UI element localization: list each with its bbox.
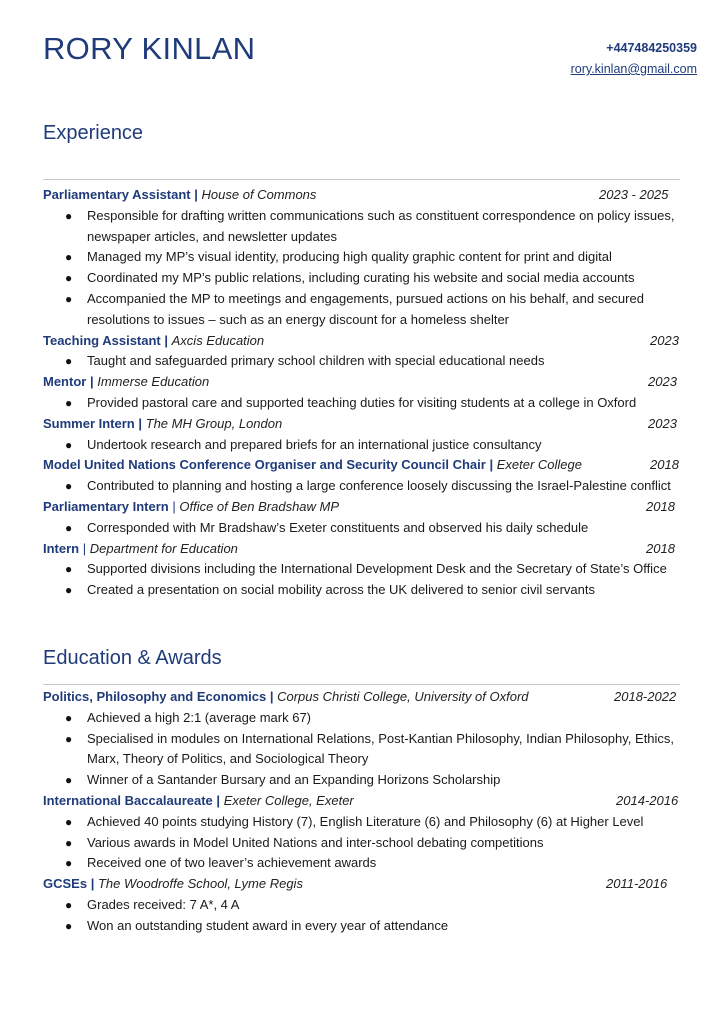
entry-institution: The Woodroffe School, Lyme Regis: [97, 876, 303, 892]
bullet-icon: ●: [65, 731, 73, 746]
separator: |: [216, 792, 221, 808]
bullet-item: ● Various awards in Model United Nations and inter-school debating competitions: [43, 833, 683, 854]
entry-organisation: Department for Education: [89, 540, 238, 556]
bullet-icon: ●: [65, 354, 73, 369]
contact-block: [571, 38, 697, 80]
bullet-item: ● Created a presentation on social mobility across the UK delivered to senior civil servants: [43, 580, 683, 601]
bullet-icon: ●: [65, 479, 73, 494]
entry-date: 2018-2022: [614, 689, 677, 704]
entry-institution: Exeter College, Exeter: [223, 792, 354, 808]
education-title: Education & Awards: [43, 647, 222, 669]
experience-divider: [43, 179, 680, 180]
bullet-icon: ●: [65, 291, 73, 306]
education-list: [43, 687, 683, 937]
education-divider: [43, 684, 680, 685]
entry-organisation: The MH Group, London: [145, 415, 283, 431]
bullet-item: ● Received one of two leaver’s achievement awards: [43, 853, 683, 874]
bullet-icon: ●: [65, 835, 73, 850]
bullet-icon: ●: [65, 814, 73, 829]
separator: |: [489, 457, 494, 473]
bullet-icon: ●: [65, 437, 73, 452]
bullet-item: ● Grades received: 7 A*, 4 A: [43, 895, 683, 916]
bullet-item: ● Managed my MP’s visual identity, producing high quality graphic content for print and digital: [43, 247, 683, 268]
bullet-icon: ●: [65, 562, 73, 577]
entry-role: Parliamentary Intern: [43, 498, 169, 514]
email-link[interactable]: rory.kinlan@gmail.com: [570, 62, 697, 76]
experience-entry: [43, 372, 683, 414]
separator: |: [164, 332, 169, 348]
separator: |: [82, 540, 87, 556]
bullet-item: ● Won an outstanding student award in every year of attendance: [43, 916, 683, 937]
education-entry: [43, 874, 683, 936]
separator: |: [90, 876, 95, 892]
experience-entry: [43, 331, 683, 373]
entry-date: 2011-2016: [606, 876, 668, 892]
entry-date: 2023 - 2025: [599, 187, 669, 202]
entry-role: Intern: [43, 540, 80, 556]
entry-organisation: House of Commons: [201, 187, 317, 202]
bullet-item: ● Provided pastoral care and supported teaching duties for visiting students at a college in Oxford: [43, 393, 683, 414]
bullet-item: ● Undertook research and prepared briefs for an international justice consultancy: [43, 435, 683, 456]
bullet-item: ● Achieved 40 points studying History (7), English Literature (6) and Philosophy (6) at Higher Level: [43, 812, 683, 833]
bullet-icon: ●: [65, 520, 73, 535]
bullet-icon: ●: [65, 710, 73, 725]
entry-role: Mentor: [43, 374, 87, 390]
experience-entry: [43, 185, 683, 331]
phone-number[interactable]: +447484250359: [606, 41, 697, 55]
entry-organisation: Immerse Education: [97, 374, 210, 390]
entry-institution: Corpus Christi College, University of Oxford: [277, 689, 529, 704]
experience-list: [43, 185, 683, 601]
bullet-item: ● Corresponded with Mr Bradshaw’s Exeter constituents and observed his daily schedule: [43, 518, 683, 539]
entry-date: 2014-2016: [616, 792, 679, 808]
entry-organisation: Axcis Education: [171, 332, 265, 348]
separator: |: [89, 374, 94, 390]
entry-role: Summer Intern: [43, 415, 135, 431]
entry-role: Model United Nations Conference Organiser and Security Council Chair: [43, 457, 486, 473]
entry-role: Parliamentary Assistant: [43, 187, 191, 202]
entry-role: Teaching Assistant: [43, 332, 161, 348]
bullet-icon: ●: [65, 583, 73, 598]
bullet-icon: ●: [65, 856, 73, 871]
bullet-item: ● Coordinated my MP’s public relations, including curating his website and social media accounts: [43, 268, 683, 289]
bullet-icon: ●: [65, 250, 73, 265]
entry-date: 2018: [646, 540, 675, 556]
education-entry: [43, 791, 683, 874]
bullet-item: ● Achieved a high 2:1 (average mark 67): [43, 708, 683, 729]
bullet-item: ● Taught and safeguarded primary school children with special educational needs: [43, 351, 683, 372]
experience-title: Experience: [43, 122, 144, 144]
separator: |: [269, 689, 274, 704]
bullet-item: ● Winner of a Santander Bursary and an Expanding Horizons Scholarship: [43, 770, 683, 791]
entry-qualification: International Baccalaureate: [43, 792, 213, 808]
education-entry: [43, 687, 683, 791]
experience-entry: [43, 455, 683, 497]
bullet-icon: ●: [65, 271, 73, 286]
bullet-item: ● Responsible for drafting written communications such as constituent correspondence on policy issues, newspaper articles, and newsletter updates: [65, 207, 675, 244]
entry-organisation: Exeter College: [496, 457, 582, 473]
entry-date: 2018: [650, 457, 679, 473]
bullet-item: ● Specialised in modules on International Relations, Post-Kantian Philosophy, Indian Philosophy, Ethics, Marx, Theory of Politics, and Sociological Theory: [65, 730, 675, 767]
bullet-icon: ●: [65, 208, 73, 223]
experience-entry: [43, 539, 683, 601]
bullet-icon: ●: [65, 773, 73, 788]
entry-date: 2023: [648, 374, 677, 390]
name-heading: RORY KINLAN: [43, 31, 256, 66]
entry-organisation: Office of Ben Bradshaw MP: [179, 498, 340, 514]
separator: |: [172, 498, 176, 514]
bullet-icon: ●: [65, 897, 73, 912]
entry-date: 2023: [650, 332, 679, 348]
bullet-item: ● Contributed to planning and hosting a large conference loosely discussing the Israel-Palestine conflict: [43, 476, 683, 497]
separator: |: [194, 187, 198, 202]
separator: |: [138, 415, 143, 431]
entry-date: 2023: [648, 415, 677, 431]
bullet-item: ● Accompanied the MP to meetings and engagements, pursued actions on his behalf, and secured resolutions to issues – such as an energy discount for a homeless shelter: [65, 290, 644, 327]
bullet-icon: ●: [65, 918, 73, 933]
entry-date: 2018: [646, 498, 675, 514]
bullet-icon: ●: [65, 395, 73, 410]
bullet-item: ● Supported divisions including the International Development Desk and the Secretary of State’s Office: [43, 559, 683, 580]
entry-qualification: Politics, Philosophy and Economics: [43, 689, 267, 704]
entry-qualification: GCSEs: [43, 876, 88, 892]
experience-entry: [43, 414, 683, 456]
experience-entry: [43, 497, 683, 539]
